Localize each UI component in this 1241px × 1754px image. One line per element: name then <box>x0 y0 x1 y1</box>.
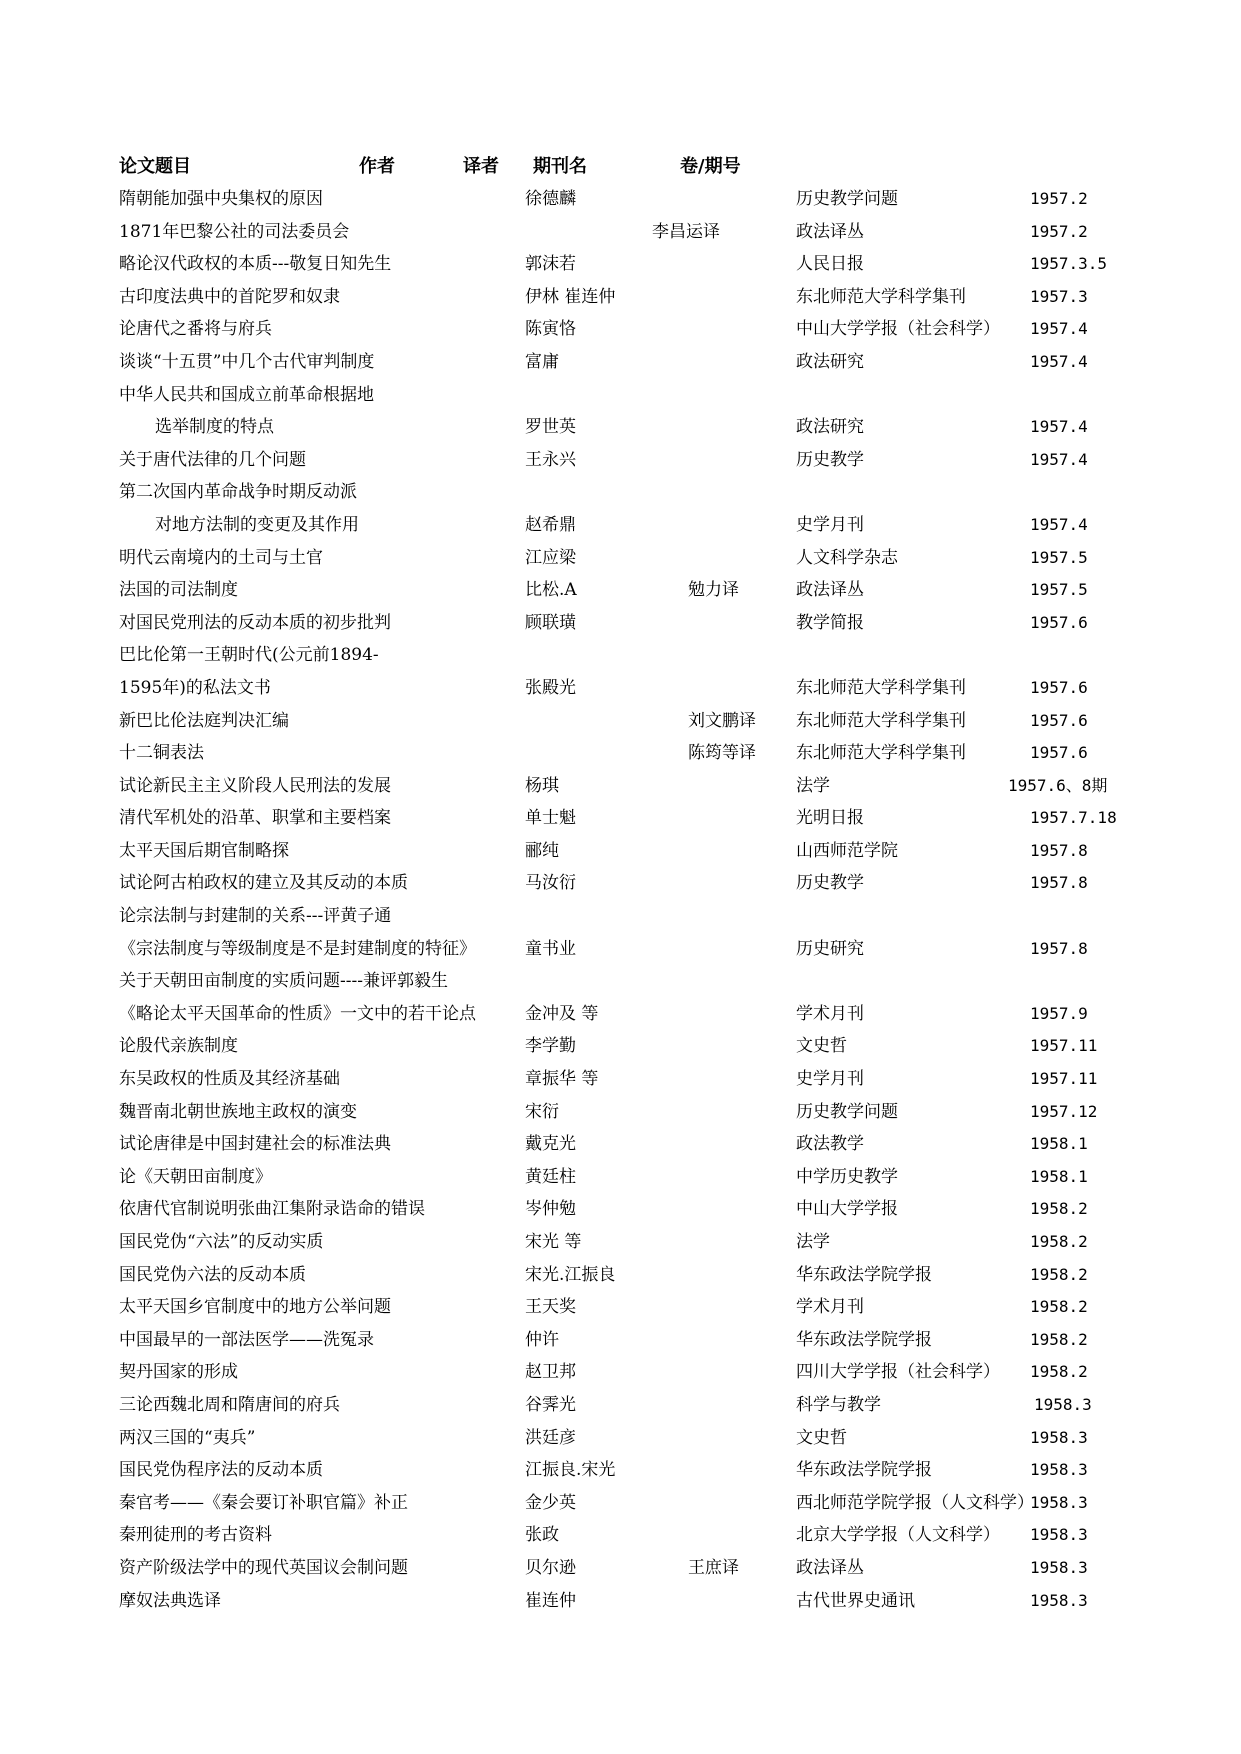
paper-title: 魏晋南北朝世族地主政权的演变 <box>119 1101 357 1122</box>
table-row <box>0 1030 1241 1063</box>
table-row <box>0 639 1241 672</box>
journal-name: 历史教学问题 <box>796 189 898 209</box>
paper-author: 杨琪 <box>525 775 559 796</box>
table-row <box>0 444 1241 477</box>
volume-issue: 1958.2 <box>1030 1199 1088 1219</box>
header-volume: 卷/期号 <box>680 156 741 177</box>
paper-author: 戴克光 <box>525 1134 576 1155</box>
paper-title: 试论新民主主义阶段人民刑法的发展 <box>119 775 391 796</box>
header-journal: 期刊名 <box>533 156 587 177</box>
volume-issue: 1958.1 <box>1030 1166 1088 1186</box>
journal-name: 史学月刊 <box>796 1069 864 1090</box>
table-row <box>0 1096 1241 1129</box>
paper-author: 徐德麟 <box>525 189 576 209</box>
paper-author: 金冲及 等 <box>525 1003 599 1024</box>
table-row <box>0 933 1241 966</box>
volume-issue: 1957.5 <box>1030 547 1088 567</box>
paper-author: 童书业 <box>525 938 576 959</box>
volume-issue: 1957.6 <box>1030 743 1088 763</box>
journal-name: 学术月刊 <box>796 1297 864 1318</box>
paper-author: 洪廷彦 <box>525 1427 576 1448</box>
volume-issue: 1957.11 <box>1030 1036 1098 1056</box>
table-row <box>0 1063 1241 1096</box>
paper-title: 新巴比伦法庭判决汇编 <box>119 710 289 731</box>
table-row <box>0 1389 1241 1422</box>
volume-issue: 1957.4 <box>1030 351 1088 371</box>
paper-author: 宋光 等 <box>525 1232 582 1252</box>
table-row <box>0 705 1241 738</box>
table-row <box>0 248 1241 281</box>
volume-issue: 1958.1 <box>1030 1134 1088 1154</box>
table-row <box>0 411 1241 444</box>
journal-name: 法学 <box>796 1232 830 1252</box>
volume-issue: 1957.11 <box>1030 1069 1098 1089</box>
volume-issue: 1958.2 <box>1030 1362 1088 1382</box>
paper-title: 古印度法典中的首陀罗和奴隶 <box>119 286 340 307</box>
journal-name: 人文科学杂志 <box>796 547 898 568</box>
header-author: 作者 <box>359 156 395 177</box>
journal-name: 文史哲 <box>796 1427 847 1448</box>
volume-issue: 1957.12 <box>1030 1101 1098 1121</box>
paper-translator: 王庶译 <box>688 1557 739 1578</box>
volume-issue: 1957.4 <box>1030 417 1088 437</box>
paper-author: 王天奖 <box>525 1297 576 1318</box>
paper-author: 赵卫邦 <box>525 1362 576 1383</box>
paper-author: 马汝衍 <box>525 873 576 894</box>
volume-issue: 1957.5 <box>1030 580 1088 600</box>
volume-issue: 1958.3 <box>1030 1525 1088 1545</box>
table-row <box>0 183 1241 216</box>
volume-issue: 1958.3 <box>1030 1492 1088 1512</box>
volume-issue: 1958.2 <box>1030 1232 1088 1251</box>
paper-title: 论《天朝田亩制度》 <box>119 1166 272 1187</box>
entry-list <box>0 183 1241 1617</box>
paper-title: 1595年)的私法文书 <box>119 677 271 698</box>
table-row <box>0 998 1241 1031</box>
paper-title: 关于唐代法律的几个问题 <box>119 449 306 470</box>
paper-author: 赵希鼎 <box>525 514 576 535</box>
table-row <box>0 1291 1241 1324</box>
paper-title: 隋朝能加强中央集权的原因 <box>119 189 323 209</box>
paper-title: 国民党伪“六法”的反动实质 <box>119 1232 324 1252</box>
paper-title: 十二铜表法 <box>119 743 204 764</box>
paper-title: 论唐代之番将与府兵 <box>119 319 272 340</box>
journal-name: 华东政法学院学报 <box>796 1329 932 1350</box>
paper-author: 顾联璜 <box>525 612 576 633</box>
paper-author: 伊林 崔连仲 <box>525 286 616 307</box>
table-row <box>0 476 1241 509</box>
volume-issue: 1957.4 <box>1030 449 1088 469</box>
volume-issue: 1957.4 <box>1030 514 1088 534</box>
paper-translator: 李昌运译 <box>652 221 720 242</box>
journal-name: 山西师范学院 <box>796 840 898 861</box>
header-translator: 译者 <box>463 156 499 177</box>
paper-author: 仲许 <box>525 1329 559 1350</box>
paper-title: 对地方法制的变更及其作用 <box>155 514 359 535</box>
paper-translator: 刘文鹏译 <box>688 710 756 731</box>
volume-issue: 1958.2 <box>1030 1297 1088 1317</box>
journal-name: 政法译丛 <box>796 221 864 242</box>
journal-name: 政法译丛 <box>796 580 864 601</box>
volume-issue: 1958.3 <box>1030 1557 1088 1577</box>
journal-name: 政法译丛 <box>796 1557 864 1578</box>
paper-title: 试论阿古柏政权的建立及其反动的本质 <box>119 873 408 894</box>
volume-issue: 1957.8 <box>1030 840 1088 860</box>
volume-issue: 1957.2 <box>1030 221 1088 241</box>
paper-title: 资产阶级法学中的现代英国议会制问题 <box>119 1557 408 1578</box>
table-row <box>0 770 1241 803</box>
paper-author: 宋光.江振良 <box>525 1264 616 1285</box>
paper-author: 贝尔逊 <box>525 1557 576 1578</box>
paper-title: 对国民党刑法的反动本质的初步批判 <box>119 612 391 633</box>
table-row <box>0 281 1241 314</box>
paper-title: 秦官考——《秦会要订补职官篇》补正 <box>119 1492 408 1513</box>
journal-name: 北京大学学报（人文科学） <box>796 1525 1000 1546</box>
journal-name: 东北师范大学科学集刊 <box>796 677 966 698</box>
table-row <box>0 1161 1241 1194</box>
journal-name: 政法研究 <box>796 351 864 372</box>
journal-name: 历史教学 <box>796 873 864 894</box>
volume-issue: 1958.3 <box>1034 1394 1092 1414</box>
paper-author: 郭沫若 <box>525 254 576 275</box>
journal-name: 法学 <box>796 775 830 796</box>
volume-issue: 1957.6 <box>1030 710 1088 730</box>
paper-title: 试论唐律是中国封建社会的标准法典 <box>119 1134 391 1155</box>
paper-title: 契丹国家的形成 <box>119 1362 238 1383</box>
volume-issue: 1958.2 <box>1030 1264 1088 1284</box>
volume-issue: 1957.3.5 <box>1030 254 1108 274</box>
paper-title: 第二次国内革命战争时期反动派 <box>119 482 357 503</box>
table-row <box>0 542 1241 575</box>
journal-name: 四川大学学报（社会科学） <box>796 1362 1000 1383</box>
paper-title: 国民党伪六法的反动本质 <box>119 1264 306 1285</box>
journal-name: 历史教学 <box>796 449 864 470</box>
table-row <box>0 607 1241 640</box>
paper-title: 谈谈“十五贯”中几个古代审判制度 <box>119 351 375 372</box>
table-row <box>0 574 1241 607</box>
paper-author: 富庸 <box>525 351 559 372</box>
table-row <box>0 1585 1241 1618</box>
paper-title: 法国的司法制度 <box>119 580 238 601</box>
table-row <box>0 1519 1241 1552</box>
paper-author: 罗世英 <box>525 417 576 438</box>
volume-issue: 1957.8 <box>1030 873 1088 893</box>
paper-title: 秦刑徒刑的考古资料 <box>119 1525 272 1546</box>
paper-title: 东吴政权的性质及其经济基础 <box>119 1069 340 1090</box>
paper-author: 江振良.宋光 <box>525 1460 616 1481</box>
paper-title: 依唐代官制说明张曲江集附录诰命的错误 <box>119 1199 425 1220</box>
paper-author: 岑仲勉 <box>525 1199 576 1220</box>
table-row <box>0 509 1241 542</box>
paper-author: 黄廷柱 <box>525 1166 576 1187</box>
paper-author: 单士魁 <box>525 808 576 829</box>
journal-name: 人民日报 <box>796 254 864 275</box>
volume-issue: 1957.2 <box>1030 189 1088 208</box>
paper-title: 论宗法制与封建制的关系---评黄子通 <box>119 906 392 927</box>
paper-author: 江应梁 <box>525 547 576 568</box>
table-row <box>0 1422 1241 1455</box>
journal-name: 历史教学问题 <box>796 1101 898 1122</box>
table-row <box>0 900 1241 933</box>
journal-name: 政法研究 <box>796 417 864 438</box>
journal-name: 学术月刊 <box>796 1003 864 1024</box>
journal-name: 中学历史教学 <box>796 1166 898 1187</box>
journal-name: 古代世界史通讯 <box>796 1590 915 1611</box>
volume-issue: 1958.3 <box>1030 1590 1088 1610</box>
paper-title: 关于天朝田亩制度的实质问题----兼评郭毅生 <box>119 971 448 992</box>
paper-title: 论殷代亲族制度 <box>119 1036 238 1057</box>
table-row <box>0 867 1241 900</box>
journal-name: 历史研究 <box>796 938 864 959</box>
paper-title: 中华人民共和国成立前革命根据地 <box>119 384 374 405</box>
paper-title: 《宗法制度与等级制度是不是封建制度的特征》 <box>119 938 476 959</box>
journal-name: 东北师范大学科学集刊 <box>796 286 966 307</box>
table-row <box>0 216 1241 249</box>
paper-author: 王永兴 <box>525 449 576 470</box>
paper-translator: 陈筠等译 <box>688 743 756 764</box>
paper-title: 选举制度的特点 <box>155 417 274 438</box>
table-row <box>0 737 1241 770</box>
table-header <box>0 152 1241 176</box>
journal-name: 西北师范学院学报（人文科学） <box>796 1492 1034 1513</box>
table-row <box>0 1487 1241 1520</box>
paper-title: 国民党伪程序法的反动本质 <box>119 1460 323 1481</box>
paper-author: 章振华 等 <box>525 1069 599 1090</box>
paper-author: 张政 <box>525 1525 559 1546</box>
paper-author: 崔连仲 <box>525 1590 576 1611</box>
paper-title: 中国最早的一部法医学——洗冤录 <box>119 1329 374 1350</box>
paper-title: 明代云南境内的土司与土官 <box>119 547 323 568</box>
volume-issue: 1957.4 <box>1030 319 1088 339</box>
volume-issue: 1957.6、8期 <box>1008 775 1108 795</box>
table-row <box>0 1454 1241 1487</box>
journal-name: 科学与教学 <box>796 1394 881 1415</box>
paper-title: 《略论太平天国革命的性质》一文中的若干论点 <box>119 1003 476 1024</box>
table-row <box>0 1193 1241 1226</box>
volume-issue: 1958.3 <box>1030 1427 1088 1447</box>
table-row <box>0 802 1241 835</box>
volume-issue: 1957.7.18 <box>1030 808 1117 828</box>
paper-title: 三论西魏北周和隋唐间的府兵 <box>119 1394 340 1415</box>
paper-author: 宋衍 <box>525 1101 559 1122</box>
paper-title: 太平天国后期官制略探 <box>119 840 289 861</box>
paper-title: 摩奴法典选译 <box>119 1590 221 1611</box>
journal-name: 中山大学学报（社会科学） <box>796 319 1000 340</box>
journal-name: 政法教学 <box>796 1134 864 1155</box>
journal-name: 华东政法学院学报 <box>796 1264 932 1285</box>
paper-title: 太平天国乡官制度中的地方公举问题 <box>119 1297 391 1318</box>
table-row <box>0 1324 1241 1357</box>
paper-author: 李学勤 <box>525 1036 576 1057</box>
paper-author: 陈寅恪 <box>525 319 576 340</box>
table-row <box>0 1128 1241 1161</box>
paper-author: 谷霁光 <box>525 1394 576 1415</box>
table-row <box>0 835 1241 868</box>
table-row <box>0 965 1241 998</box>
journal-name: 东北师范大学科学集刊 <box>796 743 966 764</box>
paper-translator: 勉力译 <box>688 580 739 601</box>
paper-author: 比松.A <box>525 580 577 601</box>
paper-title: 两汉三国的“夷兵” <box>119 1427 256 1448</box>
table-row <box>0 672 1241 705</box>
journal-name: 史学月刊 <box>796 514 864 535</box>
journal-name: 文史哲 <box>796 1036 847 1057</box>
table-row <box>0 313 1241 346</box>
journal-name: 教学简报 <box>796 612 864 633</box>
journal-name: 中山大学学报 <box>796 1199 898 1220</box>
paper-title: 略论汉代政权的本质---敬复日知先生 <box>119 254 392 275</box>
table-row <box>0 1226 1241 1259</box>
journal-name: 光明日报 <box>796 808 864 829</box>
volume-issue: 1958.3 <box>1030 1460 1088 1480</box>
paper-author: 金少英 <box>525 1492 576 1513</box>
paper-title: 巴比伦第一王朝时代(公元前1894- <box>119 645 379 666</box>
paper-author: 张殿光 <box>525 677 576 698</box>
table-row <box>0 379 1241 412</box>
paper-title: 1871年巴黎公社的司法委员会 <box>119 221 350 242</box>
header-title: 论文题目 <box>119 156 191 177</box>
table-row <box>0 1356 1241 1389</box>
paper-title: 清代军机处的沿革、职掌和主要档案 <box>119 808 391 829</box>
volume-issue: 1957.6 <box>1030 612 1088 632</box>
table-row <box>0 1552 1241 1585</box>
volume-issue: 1957.9 <box>1030 1003 1088 1023</box>
volume-issue: 1957.6 <box>1030 677 1088 697</box>
paper-author: 郦纯 <box>525 840 559 861</box>
volume-issue: 1958.2 <box>1030 1329 1088 1349</box>
volume-issue: 1957.3 <box>1030 286 1088 306</box>
volume-issue: 1957.8 <box>1030 938 1088 958</box>
journal-name: 华东政法学院学报 <box>796 1460 932 1481</box>
journal-name: 东北师范大学科学集刊 <box>796 710 966 731</box>
table-row <box>0 346 1241 379</box>
table-row <box>0 1259 1241 1292</box>
